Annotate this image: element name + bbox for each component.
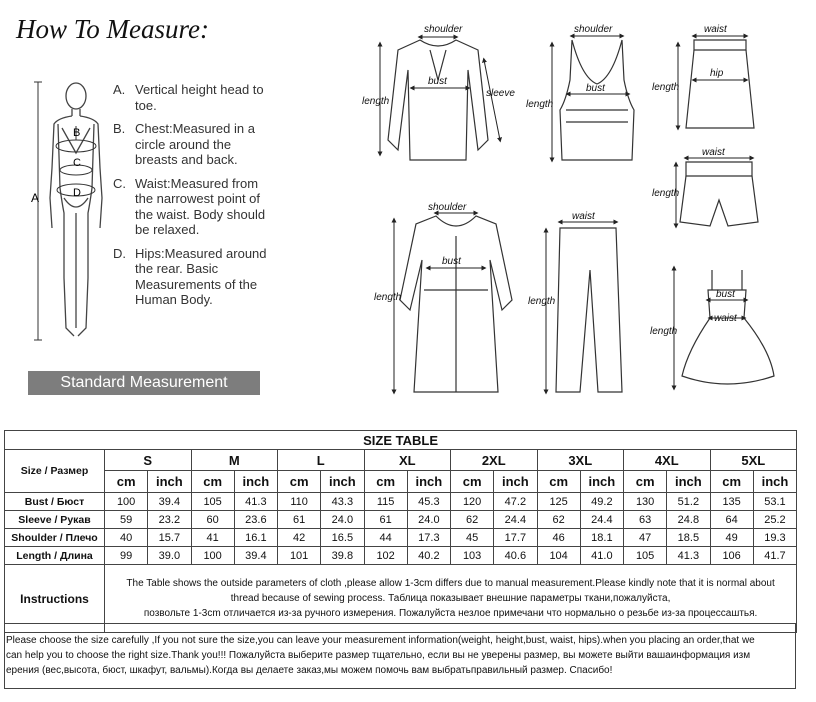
table-cell: 41 <box>191 529 234 547</box>
unit-header: inch <box>321 471 364 493</box>
table-cell: 17.3 <box>407 529 450 547</box>
table-cell: 49.2 <box>580 493 623 511</box>
legend-item-b: B. Chest:Measured in a circle around the breasts and back. <box>113 121 255 167</box>
unit-header: inch <box>148 471 191 493</box>
table-cell: 41.0 <box>580 547 623 565</box>
unit-header: inch <box>494 471 537 493</box>
unit-header: inch <box>753 471 796 493</box>
dress-icon <box>682 270 774 384</box>
table-cell: 47 <box>624 529 667 547</box>
unit-header: inch <box>407 471 450 493</box>
pants-length-label: length <box>528 296 556 307</box>
table-cell: 115 <box>364 493 407 511</box>
unit-header: cm <box>624 471 667 493</box>
size-header-m: M <box>191 450 278 471</box>
table-cell: 24.0 <box>321 511 364 529</box>
unit-header: cm <box>105 471 148 493</box>
table-cell: 125 <box>537 493 580 511</box>
table-cell: 101 <box>278 547 321 565</box>
table-cell: 40.2 <box>407 547 450 565</box>
blouse-length-label: length <box>362 96 390 107</box>
table-cell: 105 <box>191 493 234 511</box>
size-header-5xl: 5XL <box>710 450 797 471</box>
size-table-title: SIZE TABLE <box>5 431 797 450</box>
table-cell: 23.2 <box>148 511 191 529</box>
table-cell: 103 <box>451 547 494 565</box>
unit-header: cm <box>191 471 234 493</box>
blouse-shoulder-label: shoulder <box>424 24 463 35</box>
table-cell: 100 <box>105 493 148 511</box>
table-cell: 100 <box>191 547 234 565</box>
table-cell: 40 <box>105 529 148 547</box>
unit-header: inch <box>667 471 710 493</box>
legend-item-d: D. Hips:Measured around the rear. Basic Measurements of the Human Body. <box>113 245 267 307</box>
coat-shoulder-label: shoulder <box>428 202 467 213</box>
table-cell: 39.4 <box>234 547 277 565</box>
table-cell: 99 <box>105 547 148 565</box>
table-cell: 23.6 <box>234 511 277 529</box>
skirt-length-label: length <box>652 82 680 93</box>
table-cell: 61 <box>278 511 321 529</box>
table-cell: 130 <box>624 493 667 511</box>
size-header-xl: XL <box>364 450 451 471</box>
table-cell: 39.8 <box>321 547 364 565</box>
tank-shoulder-label: shoulder <box>574 24 613 35</box>
table-cell: 18.5 <box>667 529 710 547</box>
blouse-bust-label: bust <box>428 76 447 87</box>
page-title: How To Measure: <box>16 14 210 44</box>
table-cell: 64 <box>710 511 753 529</box>
coat-bust-label: bust <box>442 256 461 267</box>
unit-header: cm <box>451 471 494 493</box>
size-header-s: S <box>105 450 192 471</box>
dress-length-label: length <box>650 326 678 337</box>
dress-waist-label: waist <box>714 313 737 324</box>
row-label: Bust / Бюст <box>5 493 105 511</box>
table-cell: 24.4 <box>580 511 623 529</box>
mark-a: A <box>31 191 40 205</box>
coat-length-label: length <box>374 292 402 303</box>
table-cell: 41.3 <box>234 493 277 511</box>
unit-header: cm <box>364 471 407 493</box>
table-cell: 43.3 <box>321 493 364 511</box>
table-cell: 25.2 <box>753 511 796 529</box>
table-cell: 17.7 <box>494 529 537 547</box>
row-label: Shoulder / Плечо <box>5 529 105 547</box>
shorts-waist-label: waist <box>702 147 725 158</box>
mark-b: B <box>73 127 81 139</box>
shorts-icon <box>680 162 758 226</box>
table-cell: 106 <box>710 547 753 565</box>
table-cell: 41.7 <box>753 547 796 565</box>
unit-header: inch <box>580 471 623 493</box>
instructions-text: The Table shows the outside parameters of cloth ,please allow 1-3cm differs due to manual measurement.Please kindly note that it is normal about thread because of sewing process. Таблица показывает внешние параметры ткани,пожалуйста, позвольте 1-3cm отличается из-за ручного измерения. Пожалуйста незлое примечани что нормально о резьбе из-за процессаштья. <box>105 565 797 633</box>
table-row <box>5 547 797 565</box>
tank-bust-label: bust <box>586 83 605 94</box>
table-row <box>5 529 797 547</box>
table-cell: 45 <box>451 529 494 547</box>
table-cell: 105 <box>624 547 667 565</box>
table-row <box>5 511 797 529</box>
skirt-hip-label: hip <box>710 68 724 79</box>
table-cell: 42 <box>278 529 321 547</box>
table-cell: 62 <box>451 511 494 529</box>
legend-item-c: C. Waist:Measured from the narrowest point of the waist. Body should be relaxed. <box>113 175 266 237</box>
blouse-sleeve-label: sleeve <box>486 88 515 99</box>
table-cell: 39.0 <box>148 547 191 565</box>
dress-bust-label: bust <box>716 289 735 300</box>
table-cell: 110 <box>278 493 321 511</box>
table-row <box>5 493 797 511</box>
table-cell: 18.1 <box>580 529 623 547</box>
skirt-waist-label: waist <box>704 24 727 35</box>
table-cell: 104 <box>537 547 580 565</box>
table-cell: 59 <box>105 511 148 529</box>
standard-measurement-banner: Standard Measurement <box>28 371 260 395</box>
units-row <box>5 471 797 493</box>
unit-header: inch <box>234 471 277 493</box>
table-cell: 41.3 <box>667 547 710 565</box>
tank-length-label: length <box>526 99 554 110</box>
table-cell: 47.2 <box>494 493 537 511</box>
mark-d: D <box>73 187 81 199</box>
table-cell: 53.1 <box>753 493 796 511</box>
coat-icon <box>400 216 512 392</box>
table-cell: 45.3 <box>407 493 450 511</box>
table-cell: 46 <box>537 529 580 547</box>
unit-header: cm <box>278 471 321 493</box>
table-cell: 60 <box>191 511 234 529</box>
table-cell: 102 <box>364 547 407 565</box>
mark-c: C <box>73 157 81 169</box>
size-header-2xl: 2XL <box>451 450 538 471</box>
table-cell: 63 <box>624 511 667 529</box>
instructions-label: Instructions <box>5 565 105 633</box>
unit-header: cm <box>537 471 580 493</box>
table-cell: 16.5 <box>321 529 364 547</box>
table-cell: 15.7 <box>148 529 191 547</box>
table-cell: 19.3 <box>753 529 796 547</box>
size-data-rows <box>5 493 797 565</box>
legend-item-a: A. Vertical height head to toe. <box>113 82 264 113</box>
table-cell: 135 <box>710 493 753 511</box>
table-cell: 62 <box>537 511 580 529</box>
table-cell: 40.6 <box>494 547 537 565</box>
size-selection-notice: Please choose the size carefully ,If you not sure the size,you can leave your measurement information(weight, height,bust, waist, hips).when you placing an order,that we can help you to choose the right size.Thank you!!! Пожалуйста выберите размер тщательно, если вы не уверены размер, вы можете выйти вашаинформация изм ерения (вес,высота, бюст, шкафут, вальмы).Когда вы делаете заказ,мы можем помочь вам выбратьправильный размер. Спасибо! <box>4 623 796 689</box>
row-label: Sleeve / Рукав <box>5 511 105 529</box>
table-cell: 61 <box>364 511 407 529</box>
unit-header: cm <box>710 471 753 493</box>
table-cell: 24.4 <box>494 511 537 529</box>
table-cell: 44 <box>364 529 407 547</box>
table-cell: 51.2 <box>667 493 710 511</box>
row-label: Length / Длина <box>5 547 105 565</box>
size-header-3xl: 3XL <box>537 450 624 471</box>
table-cell: 120 <box>451 493 494 511</box>
table-cell: 49 <box>710 529 753 547</box>
size-header-4xl: 4XL <box>624 450 711 471</box>
blouse-icon <box>388 40 488 160</box>
tank-top-icon <box>560 40 634 160</box>
size-table <box>4 430 797 633</box>
size-header-l: L <box>278 450 365 471</box>
pants-waist-label: waist <box>572 211 595 222</box>
table-cell: 16.1 <box>234 529 277 547</box>
table-cell: 24.0 <box>407 511 450 529</box>
table-cell: 39.4 <box>148 493 191 511</box>
size-header-row <box>5 450 797 471</box>
table-cell: 24.8 <box>667 511 710 529</box>
skirt-icon <box>686 40 754 128</box>
pants-icon <box>556 228 622 392</box>
shorts-length-label: length <box>652 188 680 199</box>
size-header-label: Size / Размер <box>5 450 105 493</box>
